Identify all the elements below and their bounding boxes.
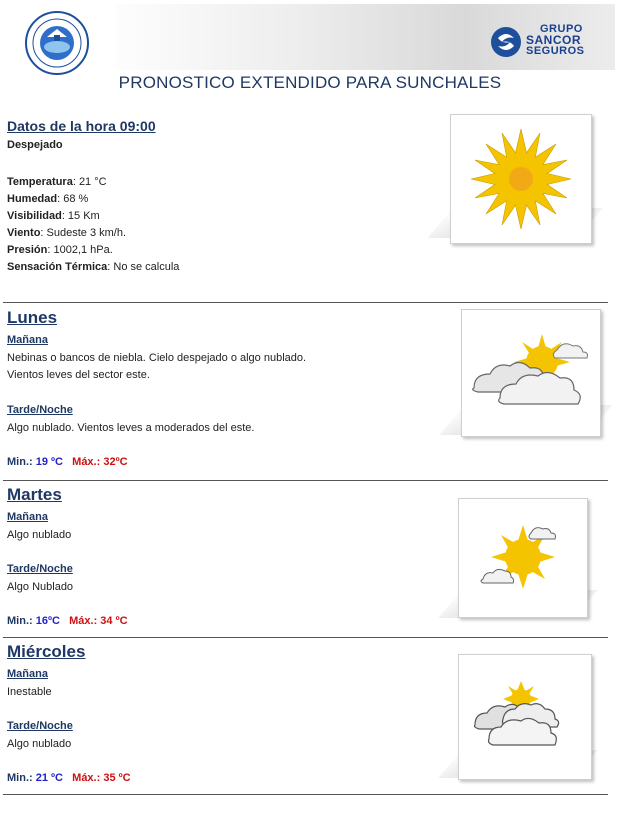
field-viento: Viento: Sudeste 3 km/h. [7, 227, 127, 239]
divider [3, 480, 608, 481]
field-temperatura: Temperatura: 21 °C [7, 176, 107, 188]
institution-seal-logo [25, 11, 89, 75]
sponsor-text-3: SEGUROS [526, 45, 585, 57]
night-label: Tarde/Noche [7, 404, 73, 416]
divider [3, 794, 608, 795]
min-max: Min.: 19 ºC Máx.: 32ºC [7, 456, 128, 468]
sancor-seguros-logo [490, 22, 615, 62]
morning-label: Mañana [7, 668, 48, 680]
page-title: PRONOSTICO EXTENDIDO PARA SUNCHALES [118, 73, 502, 92]
current-fields [7, 174, 179, 276]
sun-behind-clouds-icon [461, 309, 601, 437]
min-max: Min.: 16ºC Máx.: 34 ºC [7, 615, 128, 627]
current-data-title: Datos de la hora 09:00 [7, 118, 156, 134]
field-humedad: Humedad: 68 % [7, 193, 89, 205]
night-label: Tarde/Noche [7, 563, 73, 575]
day-title-lunes: Lunes [7, 308, 58, 327]
night-text: Algo Nublado [7, 581, 74, 593]
min-max: Min.: 21 ºC Máx.: 35 ºC [7, 772, 131, 784]
sun-icon [450, 114, 592, 244]
night-text: Algo nublado. Vientos leves a moderados del este. [7, 422, 255, 434]
morning-text: Nebinas o bancos de niebla. Cielo despejado o algo nublado. Vientos leves del sector este. [7, 352, 307, 381]
morning-label: Mañana [7, 334, 48, 346]
divider [3, 637, 608, 638]
morning-text: Inestable [7, 686, 52, 698]
clouds-with-sun-icon [458, 654, 592, 780]
sponsor-text-1: GRUPO [540, 23, 583, 35]
night-label: Tarde/Noche [7, 720, 73, 732]
morning-text: Algo nublado [7, 529, 72, 541]
field-sensacion-termica: Sensación Térmica: No se calcula [7, 261, 180, 273]
day-title-martes: Martes [7, 485, 62, 504]
field-presion: Presión: 1002,1 hPa. [7, 244, 113, 256]
day-title-miercoles: Miércoles [7, 642, 86, 661]
night-text: Algo nublado [7, 738, 72, 750]
morning-label: Mañana [7, 511, 48, 523]
current-condition: Despejado [7, 139, 63, 151]
sponsor-text-2: SANCOR [526, 33, 582, 47]
divider [3, 302, 608, 303]
sun-with-small-clouds-icon [458, 498, 588, 618]
field-visibilidad: Visibilidad: 15 Km [7, 210, 100, 222]
